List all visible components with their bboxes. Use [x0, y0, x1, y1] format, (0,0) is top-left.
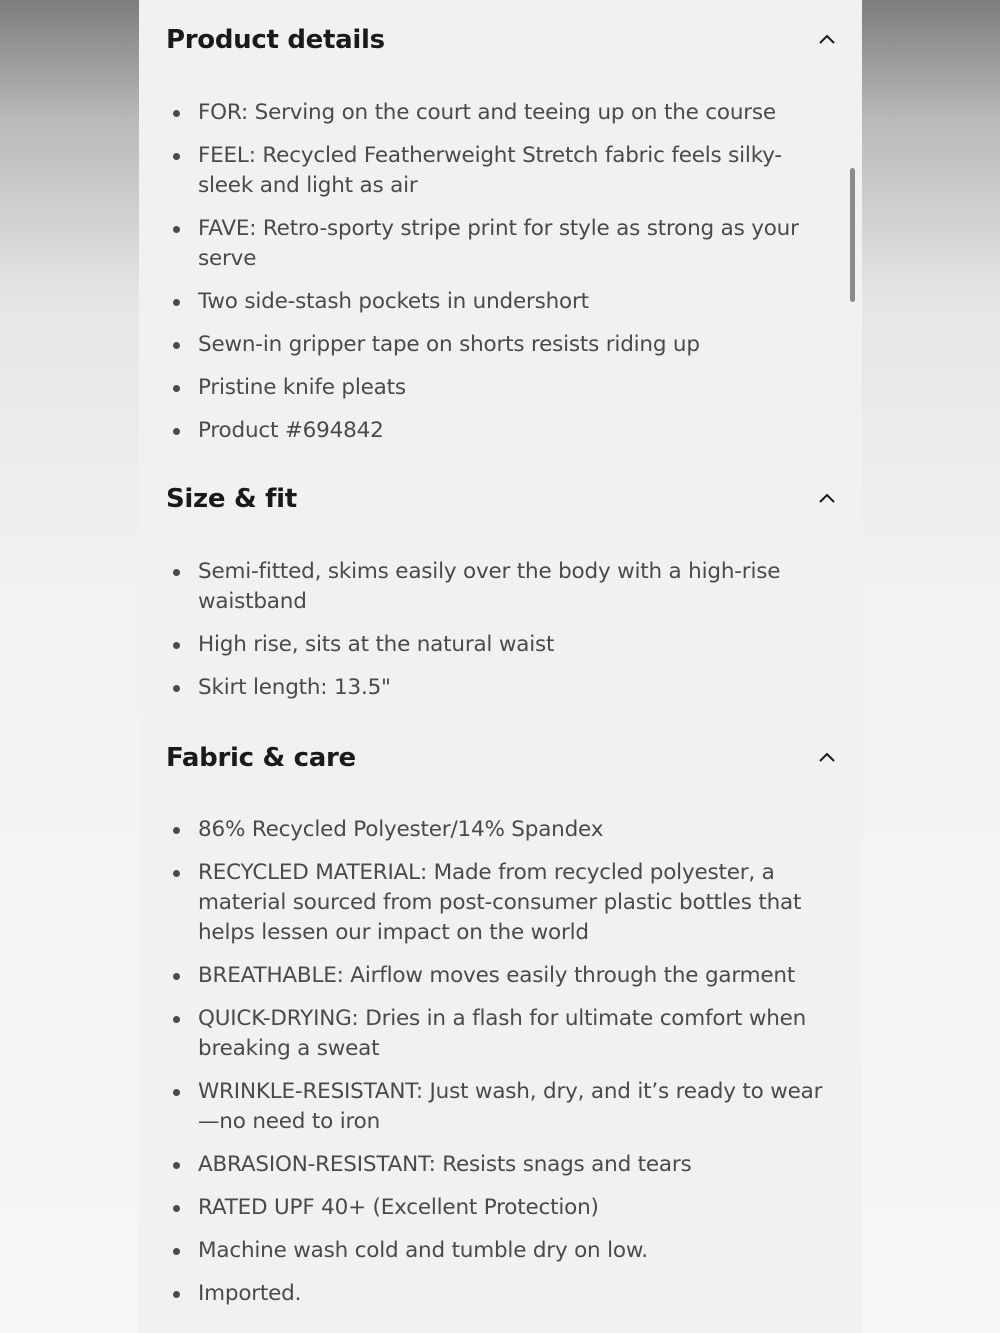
list-item [139, 1077, 862, 1137]
list-item-text: RECYCLED MATERIAL: Made from recycled polyester, a material sourced from post-consumer plastic bottles that helps lessen our impact on the world [198, 860, 802, 945]
bullet [173, 1248, 180, 1255]
list-item-text: FAVE: Retro-sporty stripe print for style as strong as your serve [198, 216, 799, 271]
list-item-text: Imported. [198, 1281, 302, 1306]
bullet [173, 642, 180, 649]
list-item-text: QUICK-DRYING: Dries in a flash for ultimate comfort when breaking a sweat [198, 1006, 807, 1061]
list-item-text: Sewn-in gripper tape on shorts resists riding up [198, 332, 700, 357]
section-title: Size & fit [166, 484, 297, 514]
list-item [139, 1279, 862, 1309]
chevron-up-icon[interactable] [815, 487, 839, 511]
section-title: Product details [166, 25, 385, 55]
list-item-text: 86% Recycled Polyester/14% Spandex [198, 817, 604, 842]
list-item [139, 141, 862, 201]
list-item [139, 557, 862, 617]
fabric-care-list [139, 815, 862, 1322]
bullet [173, 299, 180, 306]
list-item [139, 1236, 862, 1266]
list-item-text: Pristine knife pleats [198, 375, 406, 400]
bullet [173, 973, 180, 980]
list-item [139, 98, 862, 128]
list-item [139, 961, 862, 991]
bullet [173, 1162, 180, 1169]
bullet [173, 685, 180, 692]
bullet [173, 870, 180, 877]
section-product-details [139, 20, 862, 443]
list-item [139, 673, 862, 703]
list-item-text: WRINKLE-RESISTANT: Just wash, dry, and it’s ready to wear—no need to iron [198, 1079, 823, 1134]
section-fabric-care [139, 738, 862, 1306]
list-item-text: Two side-stash pockets in undershort [198, 289, 589, 314]
list-item [139, 416, 862, 446]
list-item [139, 858, 862, 948]
section-size-fit [139, 479, 862, 700]
section-title: Fabric & care [166, 743, 356, 773]
list-item [139, 1193, 862, 1223]
product-details-header[interactable] [139, 20, 862, 60]
list-item-text: RATED UPF 40+ (Excellent Protection) [198, 1195, 599, 1220]
bullet [173, 110, 180, 117]
list-item-text: FOR: Serving on the court and teeing up on the course [198, 100, 776, 125]
scrollbar-thumb[interactable] [850, 168, 855, 302]
bullet [173, 428, 180, 435]
list-item-text: Product #694842 [198, 418, 384, 443]
chevron-up-icon[interactable] [815, 746, 839, 770]
list-item-text: Machine wash cold and tumble dry on low. [198, 1238, 648, 1263]
chevron-up-icon[interactable] [815, 28, 839, 52]
list-item [139, 630, 862, 660]
bullet [173, 153, 180, 160]
bullet [173, 1291, 180, 1298]
list-item-text: High rise, sits at the natural waist [198, 632, 555, 657]
product-info-panel [139, 0, 862, 1333]
size-fit-list [139, 557, 862, 716]
bullet [173, 385, 180, 392]
bullet [173, 342, 180, 349]
list-item [139, 815, 862, 845]
size-fit-header[interactable] [139, 479, 862, 519]
bullet [173, 827, 180, 834]
list-item [139, 214, 862, 274]
list-item [139, 1004, 862, 1064]
list-item [139, 373, 862, 403]
list-item-text: Semi-fitted, skims easily over the body with a high-rise waistband [198, 559, 781, 614]
list-item-text: ABRASION-RESISTANT: Resists snags and tears [198, 1152, 692, 1177]
bullet [173, 1016, 180, 1023]
list-item-text: Skirt length: 13.5" [198, 675, 391, 700]
list-item [139, 287, 862, 317]
bullet [173, 226, 180, 233]
list-item [139, 330, 862, 360]
list-item-text: FEEL: Recycled Featherweight Stretch fabric feels silky-sleek and light as air [198, 143, 782, 198]
product-details-list [139, 98, 862, 459]
list-item-text: BREATHABLE: Airflow moves easily through the garment [198, 963, 796, 988]
fabric-care-header[interactable] [139, 738, 862, 778]
bullet [173, 1089, 180, 1096]
list-item [139, 1150, 862, 1180]
bullet [173, 1205, 180, 1212]
bullet [173, 569, 180, 576]
